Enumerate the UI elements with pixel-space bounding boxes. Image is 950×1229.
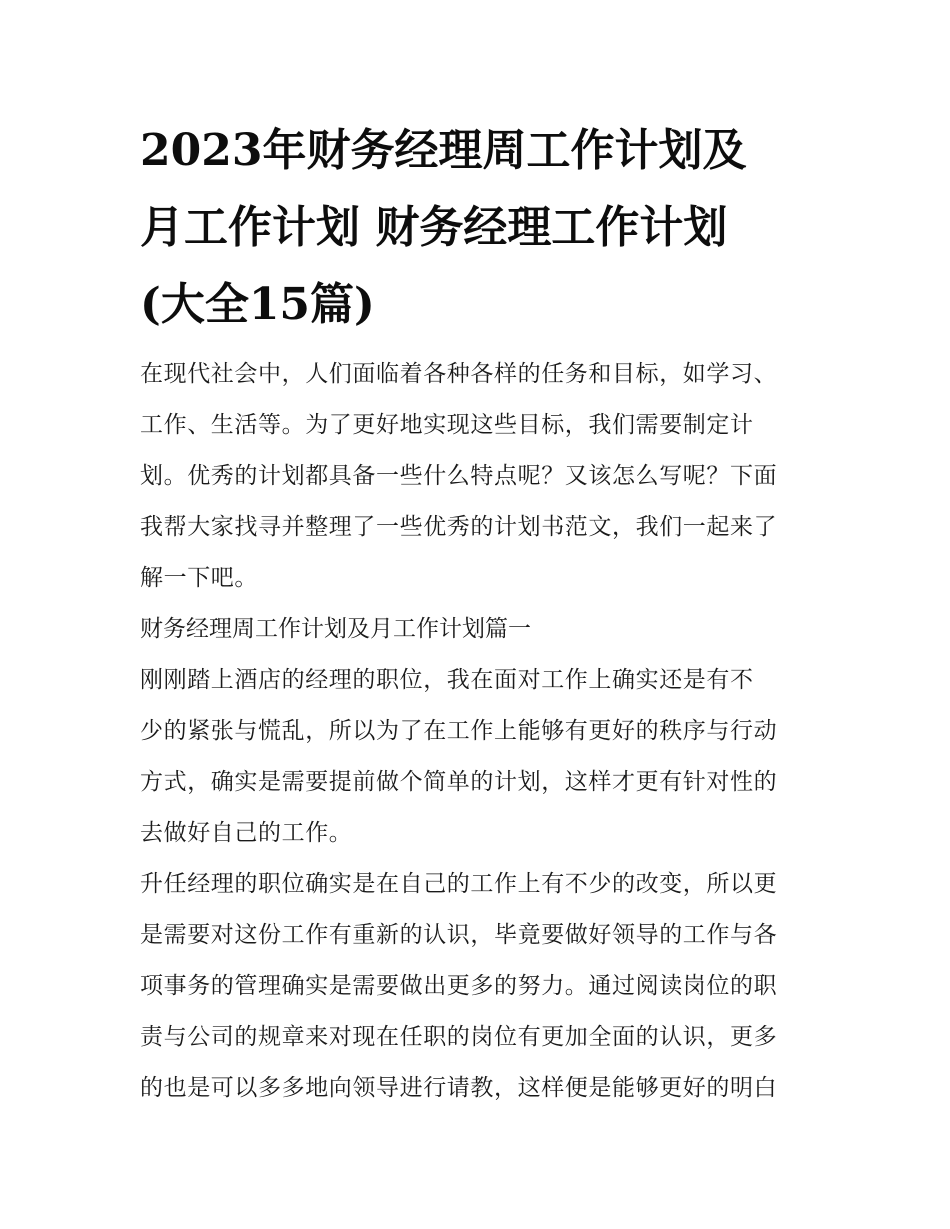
intro-line-2: 工作、生活等。为了更好地实现这些目标，我们需要制定计 (140, 412, 754, 438)
title-line-1: 2023年财务经理周工作计划及 (140, 125, 747, 176)
intro-line-5: 解一下吧。 (140, 565, 258, 591)
body-2-line-2: 是需要对这份工作有重新的认识，毕竟要做好领导的工作与各 (140, 922, 778, 948)
document-title (140, 112, 820, 343)
body-2-line-1: 升任经理的职位确实是在自己的工作上有不少的改变，所以更 (140, 871, 778, 897)
body-1-line-1: 刚刚踏上酒店的经理的职位，我在面对工作上确实还是有不 (140, 667, 754, 693)
body-paragraph-1 (140, 655, 820, 859)
section-heading: 财务经理周工作计划及月工作计划篇一 (140, 616, 531, 642)
body-2-line-5: 的也是可以多多地向领导进行请教，这样便是能够更好的明白 (140, 1075, 778, 1101)
body-1-line-4: 去做好自己的工作。 (140, 820, 353, 846)
intro-line-1: 在现代社会中，人们面临着各种各样的任务和目标，如学习、 (140, 361, 778, 387)
body-1-line-2: 少的紧张与慌乱，所以为了在工作上能够有更好的秩序与行动 (140, 718, 778, 744)
body-paragraph-2 (140, 859, 820, 1114)
intro-paragraph (140, 349, 820, 604)
intro-line-4: 我帮大家找寻并整理了一些优秀的计划书范文，我们一起来了 (140, 514, 778, 540)
intro-line-3: 划。优秀的计划都具备一些什么特点呢？又该怎么写呢？下面 (140, 463, 778, 489)
body-2-line-4: 责与公司的规章来对现在任职的岗位有更加全面的认识，更多 (140, 1024, 778, 1050)
body-2-line-3: 项事务的管理确实是需要做出更多的努力。通过阅读岗位的职 (140, 973, 778, 999)
title-line-2: 月工作计划 财务经理工作计划 (140, 202, 728, 253)
title-line-3: (大全15篇) (140, 279, 375, 330)
document-content (140, 112, 820, 1114)
body-1-line-3: 方式，确实是需要提前做个简单的计划，这样才更有针对性的 (140, 769, 778, 795)
